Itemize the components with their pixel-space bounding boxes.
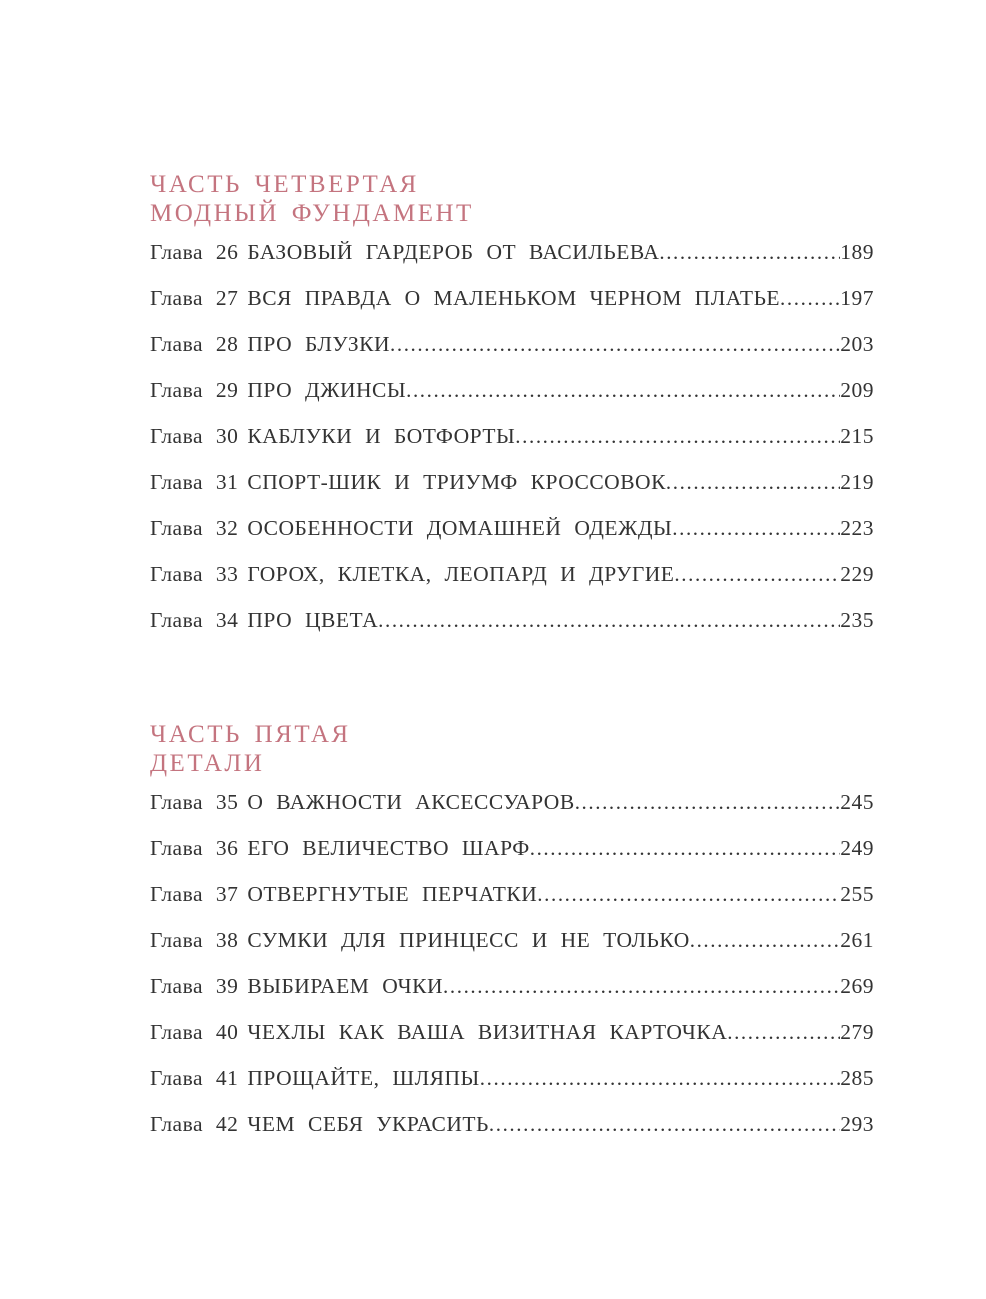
chapter-title: ПРОЩАЙТЕ, ШЛЯПЫ xyxy=(247,1066,480,1090)
chapter-label: Глава 42 xyxy=(150,1112,239,1136)
page-number: 189 xyxy=(840,240,874,264)
part-title-line1: ЧАСТЬ ПЯТАЯ xyxy=(150,721,351,748)
chapter-label: Глава 33 xyxy=(150,562,239,586)
page-number: 261 xyxy=(840,928,874,952)
chapter-label: Глава 38 xyxy=(150,928,239,952)
page-number: 223 xyxy=(840,516,874,540)
page-number: 293 xyxy=(840,1112,874,1136)
part-title-line1: ЧАСТЬ ЧЕТВЕРТАЯ xyxy=(150,171,419,198)
chapter-label: Глава 32 xyxy=(150,516,239,540)
page-number: 215 xyxy=(840,424,874,448)
toc-section xyxy=(150,720,874,1136)
dot-leader xyxy=(390,333,840,356)
chapter-label: Глава 37 xyxy=(150,882,239,906)
chapter-title: ПРО ЦВЕТА xyxy=(247,608,379,632)
chapter-label: Глава 30 xyxy=(150,424,239,448)
dot-leader xyxy=(406,379,840,402)
dot-leader xyxy=(480,1067,840,1090)
chapter-label: Глава 28 xyxy=(150,332,239,356)
page-number: 269 xyxy=(840,974,874,998)
chapter-title: БАЗОВЫЙ ГАРДЕРОБ ОТ ВАСИЛЬЕВА xyxy=(247,240,660,264)
chapter-title: ВСЯ ПРАВДА О МАЛЕНЬКОМ ЧЕРНОМ ПЛАТЬЕ xyxy=(247,286,781,310)
chapter-list xyxy=(150,791,874,1136)
page-number: 235 xyxy=(840,608,874,632)
page-number: 249 xyxy=(840,836,874,860)
chapter-title: ЧЕХЛЫ КАК ВАША ВИЗИТНАЯ КАРТОЧКА xyxy=(247,1020,728,1044)
dot-leader xyxy=(690,929,841,952)
page-number: 219 xyxy=(840,470,874,494)
dot-leader xyxy=(666,471,840,494)
page-number: 285 xyxy=(840,1066,874,1090)
toc-entry xyxy=(150,333,874,356)
chapter-title: ГОРОХ, КЛЕТКА, ЛЕОПАРД И ДРУГИЕ xyxy=(247,562,675,586)
part-title-line2: МОДНЫЙ ФУНДАМЕНТ xyxy=(150,200,474,227)
chapter-title: ЧЕМ СЕБЯ УКРАСИТЬ xyxy=(247,1112,489,1136)
page-number: 229 xyxy=(840,562,874,586)
toc-entry xyxy=(150,975,874,998)
chapter-title: КАБЛУКИ И БОТФОРТЫ xyxy=(247,424,516,448)
dot-leader xyxy=(489,1113,840,1136)
toc-entry xyxy=(150,837,874,860)
toc-entry xyxy=(150,471,874,494)
dot-leader xyxy=(659,241,840,264)
toc-entry xyxy=(150,1021,874,1044)
chapter-title: ПРО БЛУЗКИ xyxy=(247,332,390,356)
chapter-title: ВЫБИРАЕМ ОЧКИ xyxy=(247,974,444,998)
dot-leader xyxy=(378,609,840,632)
toc-section xyxy=(150,170,874,632)
page-number: 209 xyxy=(840,378,874,402)
dot-leader xyxy=(575,791,841,814)
page-number: 197 xyxy=(840,286,874,310)
toc-entry xyxy=(150,241,874,264)
part-heading xyxy=(150,170,874,228)
page-number: 203 xyxy=(840,332,874,356)
chapter-label: Глава 41 xyxy=(150,1066,239,1090)
toc-entry xyxy=(150,425,874,448)
dot-leader xyxy=(672,517,840,540)
dot-leader xyxy=(727,1021,840,1044)
dot-leader xyxy=(780,287,840,310)
chapter-label: Глава 26 xyxy=(150,240,239,264)
chapter-label: Глава 35 xyxy=(150,790,239,814)
chapter-title: О ВАЖНОСТИ АКСЕССУАРОВ xyxy=(247,790,575,814)
page-number: 255 xyxy=(840,882,874,906)
table-of-contents xyxy=(150,170,874,1136)
chapter-title: ОСОБЕННОСТИ ДОМАШНЕЙ ОДЕЖДЫ xyxy=(247,516,673,540)
chapter-title: СУМКИ ДЛЯ ПРИНЦЕСС И НЕ ТОЛЬКО xyxy=(247,928,690,952)
chapter-label: Глава 29 xyxy=(150,378,239,402)
page-number: 279 xyxy=(840,1020,874,1044)
toc-entry xyxy=(150,1113,874,1136)
toc-entry xyxy=(150,563,874,586)
dot-leader xyxy=(674,563,840,586)
dot-leader xyxy=(530,837,841,860)
part-title-line2: ДЕТАЛИ xyxy=(150,750,265,777)
chapter-label: Глава 40 xyxy=(150,1020,239,1044)
chapter-title: СПОРТ-ШИК И ТРИУМФ КРОССОВОК xyxy=(247,470,666,494)
chapter-label: Глава 34 xyxy=(150,608,239,632)
chapter-label: Глава 27 xyxy=(150,286,239,310)
toc-entry xyxy=(150,379,874,402)
toc-entry xyxy=(150,1067,874,1090)
toc-entry xyxy=(150,929,874,952)
dot-leader xyxy=(537,883,840,906)
chapter-title: ПРО ДЖИНСЫ xyxy=(247,378,407,402)
toc-entry xyxy=(150,609,874,632)
chapter-label: Глава 39 xyxy=(150,974,239,998)
chapter-title: ОТВЕРГНУТЫЕ ПЕРЧАТКИ xyxy=(247,882,538,906)
toc-entry xyxy=(150,287,874,310)
toc-entry xyxy=(150,791,874,814)
part-heading xyxy=(150,720,874,778)
toc-entry xyxy=(150,883,874,906)
chapter-list xyxy=(150,241,874,632)
dot-leader xyxy=(443,975,840,998)
page-number: 245 xyxy=(840,790,874,814)
toc-entry xyxy=(150,517,874,540)
chapter-label: Глава 31 xyxy=(150,470,239,494)
chapter-title: ЕГО ВЕЛИЧЕСТВО ШАРФ xyxy=(247,836,530,860)
chapter-label: Глава 36 xyxy=(150,836,239,860)
dot-leader xyxy=(515,425,840,448)
